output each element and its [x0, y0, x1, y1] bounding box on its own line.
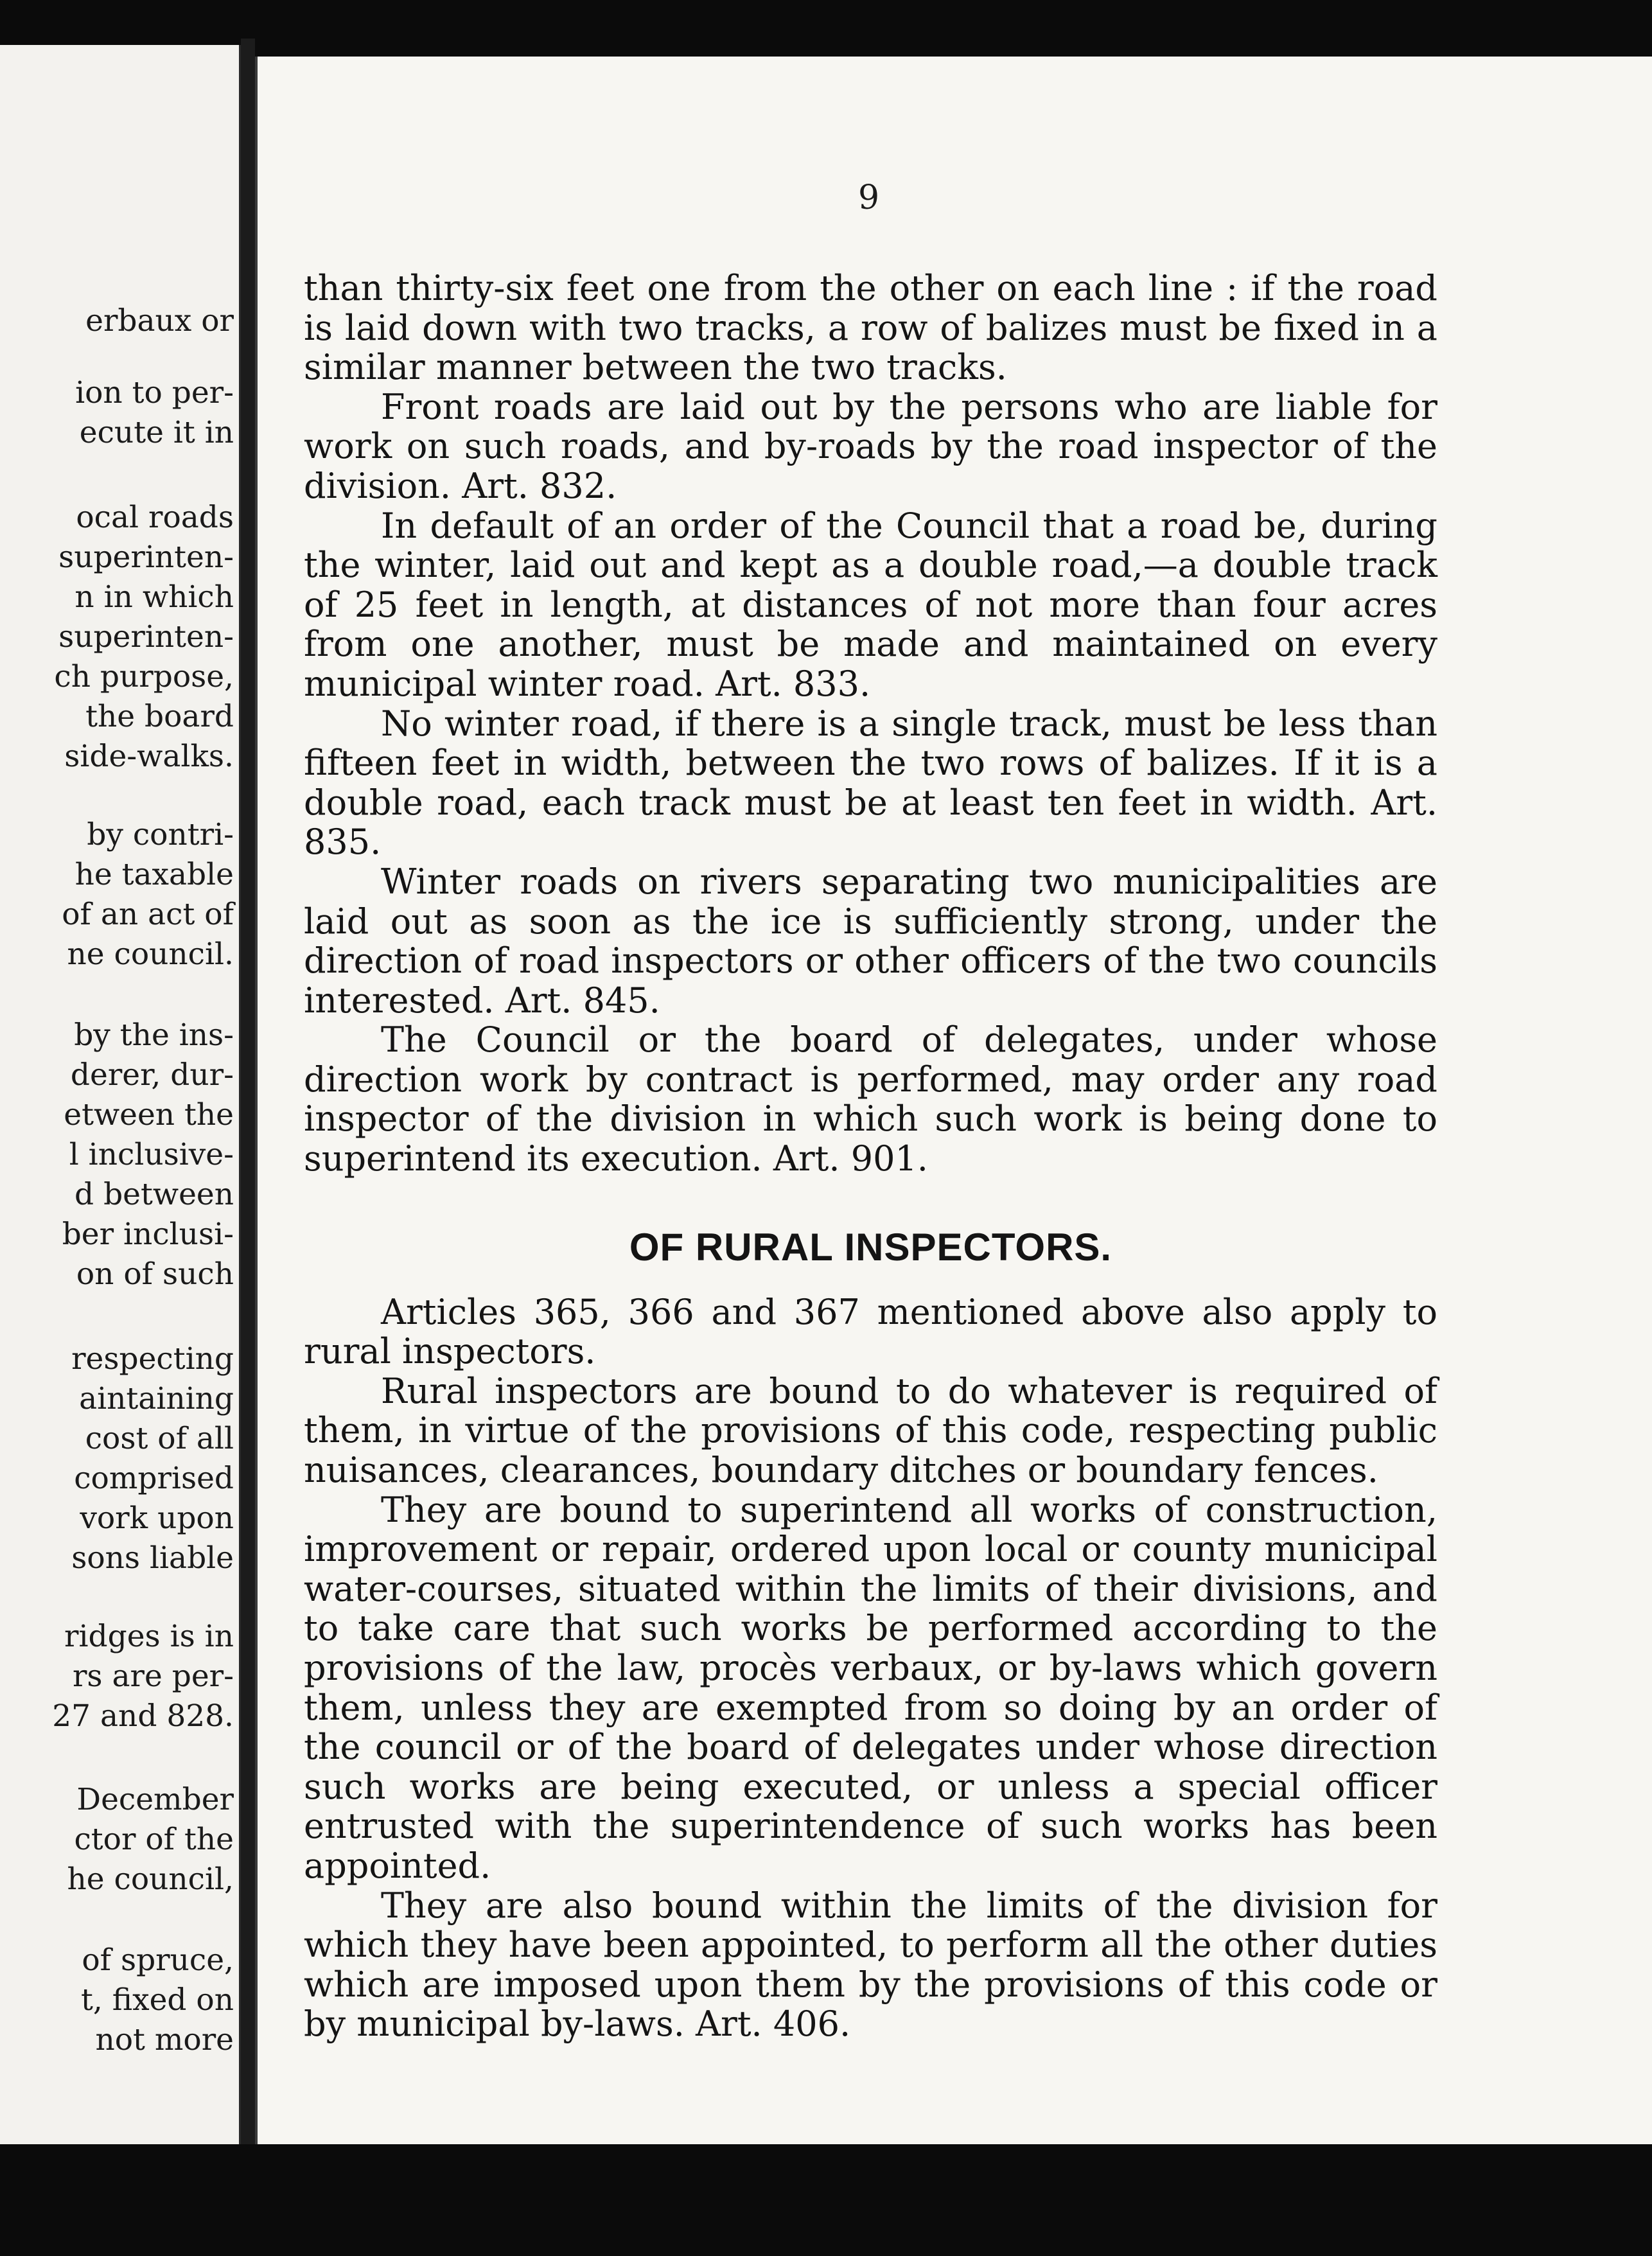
left-line: aintaining [79, 1381, 234, 1416]
left-line: of an act of [62, 897, 234, 932]
left-line: on of such [76, 1256, 234, 1292]
left-line: l inclusive- [69, 1137, 234, 1172]
left-line: side-walks. [64, 739, 234, 774]
left-line: ecute it in [79, 415, 234, 450]
section-heading: OF RURAL INSPECTORS. [629, 1225, 1112, 1269]
paragraph: Articles 365, 366 and 367 mentioned above also apply to rural inspectors. [304, 1291, 1437, 1372]
left-line: ch purpose, [54, 659, 234, 694]
left-line: superinten- [58, 619, 234, 655]
left-line: ocal roads [76, 500, 234, 535]
left-line: t, fixed on [80, 1982, 234, 2018]
left-line: superinten- [58, 540, 234, 575]
left-line: sons liable [71, 1540, 234, 1576]
scan-background [0, 2144, 1652, 2256]
left-line: he taxable [75, 857, 234, 892]
paragraph: Front roads are laid out by the persons who are liable for work on such roads, and by-roads by the road inspector of the division. Art. 832. [304, 386, 1437, 506]
book-gutter [241, 39, 255, 2158]
left-line: vork upon [80, 1501, 234, 1536]
left-line: ion to per- [75, 375, 234, 410]
right-page [255, 57, 1652, 2144]
left-line: December [76, 1782, 234, 1817]
left-line: ctor of the [74, 1822, 234, 1857]
left-line: n in which [75, 579, 234, 615]
left-line: derer, dur- [70, 1057, 234, 1093]
paragraph: In default of an order of the Council that a road be, during the winter, laid out and kept as a double road,—a double track of 25 feet in length, at distances of not more than four acres from one another, must be made and maintained on every municipal winter road. Art. 833. [304, 505, 1437, 704]
left-line: by the ins- [74, 1018, 234, 1053]
paragraph: They are bound to superintend all works of construction, improvement or repair, ordered upon local or county municipal water-courses, situated within the limits of their divisions, and to take care that such works be performed according to the provisions of the law, procès verbaux, or by-laws which govern them, unless they are exempted from so doing by an order of the council or of the board of delegates under whose direction such works are being executed, or unless a special officer entrusted with the superintendence of such works has been appointed. [304, 1489, 1437, 1886]
paragraph: They are also bound within the limits of the division for which they have been appointed, to perform all the other duties which are imposed upon them by the provisions of this code or by municipal by-laws. Art. 406. [304, 1885, 1437, 2045]
paragraph: Rural inspectors are bound to do whatever is required of them, in virtue of the provisions of this code, respecting public nuisances, clearances, boundary ditches or boundary fences. [304, 1370, 1437, 1491]
left-line: ne council. [67, 937, 234, 972]
left-line: cost of all [85, 1421, 234, 1456]
paragraph-continued: than thirty-six feet one from the other on each line : if the road is laid down with two tracks, a row of balizes must be fixed in a similar manner between the two tracks. [304, 268, 1437, 388]
paragraph: No winter road, if there is a single track, must be less than fifteen feet in width, between the two rows of balizes. If it is a double road, each track must be at least ten feet in width. Art. 835. [304, 703, 1437, 863]
left-line: ridges is in [64, 1619, 234, 1654]
left-line: respecting [71, 1341, 234, 1377]
left-line: the board [85, 699, 234, 734]
left-line: rs are per- [72, 1659, 234, 1694]
left-line: 27 and 828. [52, 1698, 234, 1734]
left-line: he council, [67, 1862, 234, 1897]
paragraph: Winter roads on rivers separating two municipalities are laid out as soon as the ice is sufficiently strong, under the direction of road inspectors or other officers of the two councils interested. Art. 845. [304, 861, 1437, 1021]
left-line: d between [75, 1177, 234, 1212]
left-page-fragment [0, 45, 241, 2152]
paragraph: The Council or the board of delegates, under whose direction work by contract is performed, may order any road inspector of the division in which such work is being done to superintend its execution. Art. 901. [304, 1019, 1437, 1179]
left-line: by contri- [87, 817, 234, 852]
left-page-text [0, 45, 239, 2152]
left-line: etween the [64, 1097, 234, 1132]
left-line: erbaux or [85, 303, 234, 339]
left-line: not more [95, 2022, 234, 2058]
left-line: of spruce, [82, 1943, 234, 1978]
left-line: comprised [74, 1461, 234, 1496]
page-body [304, 269, 1437, 2044]
page-number: 9 [858, 179, 880, 217]
left-line: ber inclusi- [62, 1217, 234, 1252]
